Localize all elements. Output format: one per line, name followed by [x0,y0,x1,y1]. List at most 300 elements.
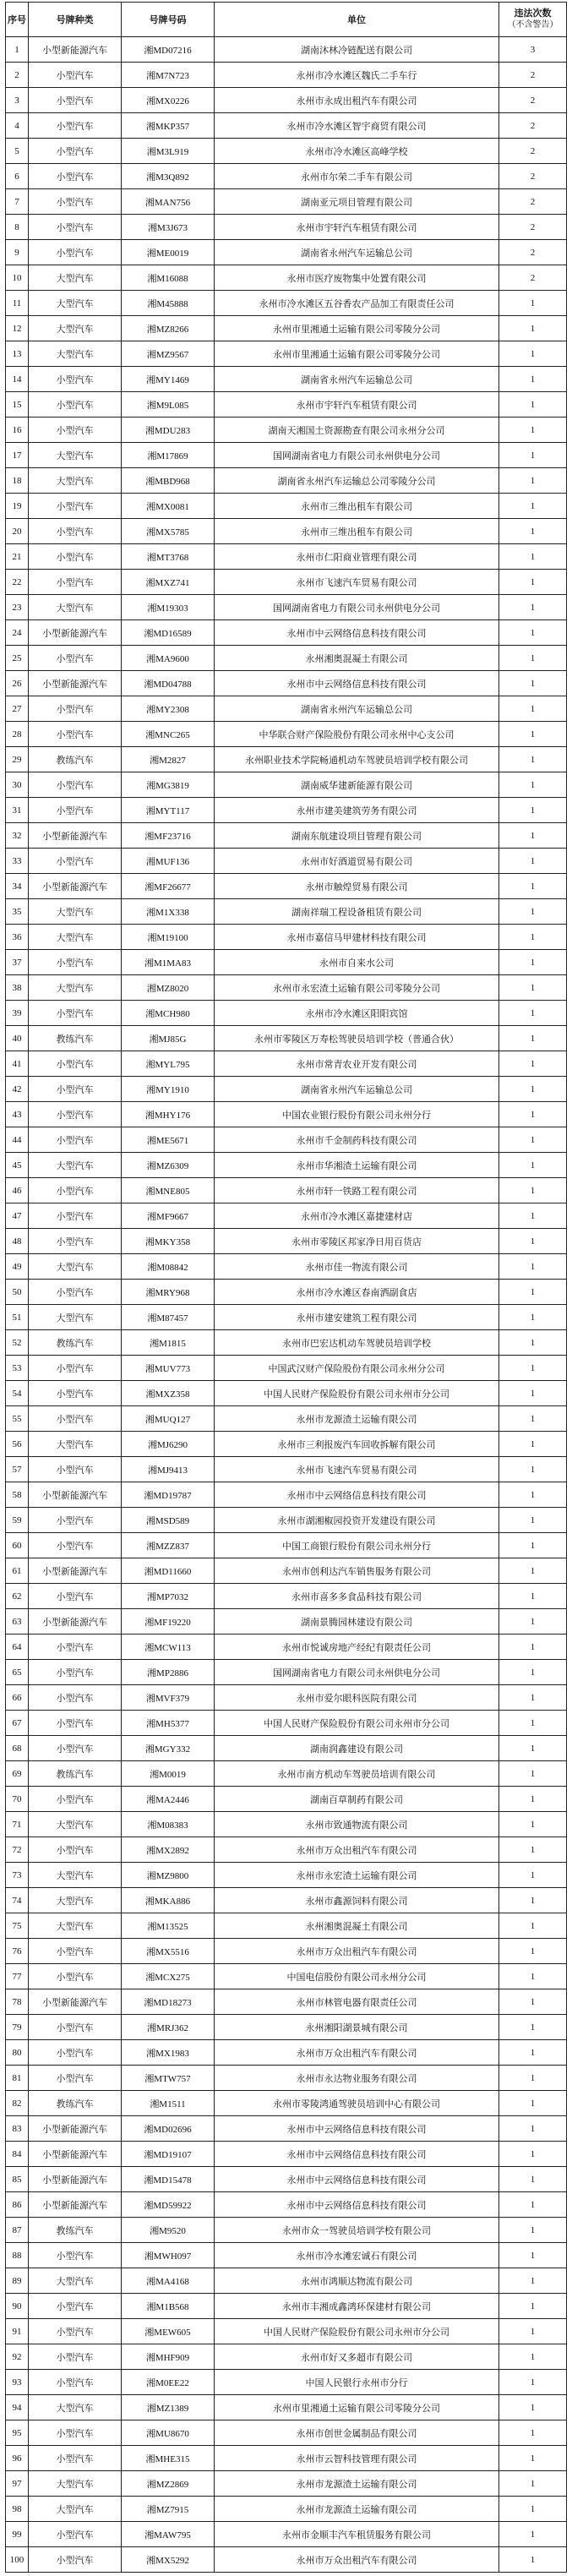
cell-plate-number: 湘MKP357 [122,113,215,139]
table-row [6,392,567,418]
cell-serial: 50 [6,1280,29,1305]
cell-plate-number: 湘MKY358 [122,1229,215,1254]
cell-plate-type: 大型汽车 [29,1153,122,1178]
cell-serial: 14 [6,367,29,392]
table-row [6,1939,567,1964]
cell-violation-count: 1 [499,1888,567,1913]
cell-plate-type: 小型汽车 [29,215,122,240]
cell-violation-count: 1 [499,1964,567,1989]
cell-unit: 永州市三维出租车有限公司 [215,494,499,519]
cell-plate-type: 大型汽车 [29,925,122,950]
cell-plate-type: 小型汽车 [29,1964,122,1989]
cell-plate-number: 湘ME0019 [122,240,215,265]
cell-plate-number: 湘MY1910 [122,1077,215,1102]
cell-unit: 湖南省永州汽车运输总公司零陵分公司 [215,468,499,494]
cell-plate-number: 湘M19100 [122,925,215,950]
table-row [6,1888,567,1913]
cell-serial: 45 [6,1153,29,1178]
cell-serial: 91 [6,2319,29,2344]
cell-plate-number: 湘MX5516 [122,1939,215,1964]
table-row [6,975,567,1001]
cell-plate-number: 湘M3J673 [122,215,215,240]
cell-plate-number: 湘MSD589 [122,1508,215,1533]
cell-unit: 永州湘奥混凝土有限公司 [215,1913,499,1939]
cell-unit: 湖南润鑫建设有限公司 [215,1736,499,1761]
cell-serial: 95 [6,2420,29,2446]
cell-plate-type: 小型汽车 [29,1356,122,1381]
cell-serial: 10 [6,265,29,291]
cell-violation-count: 1 [499,1330,567,1356]
cell-plate-number: 湘MZ6309 [122,1153,215,1178]
cell-violation-count: 1 [499,1356,567,1381]
cell-unit: 永州市轩一铁路工程有限公司 [215,1178,499,1203]
cell-violation-count: 1 [499,696,567,722]
cell-unit: 中国电信股份有限公司永州分公司 [215,1964,499,1989]
cell-serial: 8 [6,215,29,240]
header-unit: 单位 [215,3,499,37]
cell-plate-type: 小型新能源汽车 [29,671,122,696]
cell-plate-number: 湘MU8670 [122,2420,215,2446]
header-row [6,3,567,37]
cell-plate-number: 湘MNC265 [122,722,215,747]
cell-plate-type: 教练汽车 [29,2218,122,2243]
cell-violation-count: 1 [499,1026,567,1051]
table-row [6,1153,567,1178]
cell-violation-count: 2 [499,215,567,240]
cell-plate-number: 湘MX5785 [122,519,215,544]
cell-unit: 永州市冷水滩区五谷香农产品加工有限责任公司 [215,291,499,316]
cell-plate-number: 湘M16088 [122,265,215,291]
cell-serial: 79 [6,2015,29,2040]
cell-serial: 71 [6,1812,29,1837]
table-row [6,874,567,899]
cell-serial: 74 [6,1888,29,1913]
cell-violation-count: 1 [499,2344,567,2370]
cell-unit: 永州市冷水滩区魏氏二手车行 [215,63,499,88]
cell-plate-number: 湘MA9600 [122,646,215,671]
table-row [6,1356,567,1381]
cell-plate-type: 小型汽车 [29,367,122,392]
cell-unit: 永州市湖湘椒园投资开发建设有限公司 [215,1508,499,1533]
cell-unit: 永州市里湘通土运输有限公司零陵分公司 [215,316,499,341]
cell-violation-count: 1 [499,1635,567,1660]
cell-violation-count: 1 [499,1685,567,1711]
cell-violation-count: 1 [499,874,567,899]
table-row [6,772,567,798]
cell-serial: 4 [6,113,29,139]
cell-plate-number: 湘MX0081 [122,494,215,519]
cell-plate-number: 湘MD02696 [122,2116,215,2142]
cell-serial: 15 [6,392,29,418]
cell-unit: 永州市永达物业服务有限公司 [215,2066,499,2091]
cell-plate-type: 小型汽车 [29,544,122,570]
cell-violation-count: 2 [499,164,567,189]
cell-unit: 中国工商银行股份有限公司永州分行 [215,1533,499,1558]
cell-unit: 中国人民财产保险股份有限公司永州市分公司 [215,1381,499,1406]
cell-violation-count: 1 [499,1584,567,1609]
cell-plate-type: 小型汽车 [29,2547,122,2573]
table-header [6,3,567,37]
cell-unit: 永州市仁阳商业管理有限公司 [215,544,499,570]
cell-unit: 永州市鑫源饲料有限公司 [215,1888,499,1913]
cell-serial: 55 [6,1406,29,1432]
cell-serial: 48 [6,1229,29,1254]
cell-plate-number: 湘M3L919 [122,139,215,164]
cell-serial: 35 [6,899,29,925]
cell-plate-type: 小型汽车 [29,1711,122,1736]
cell-plate-number: 湘MCW113 [122,1635,215,1660]
cell-unit: 永州市悦诚房地产经纪有限责任公司 [215,1635,499,1660]
header-plate-type: 号牌种类 [29,3,122,37]
cell-plate-number: 湘MRJ362 [122,2015,215,2040]
cell-unit: 永州市龙源渣土运输有限公司 [215,2471,499,2497]
cell-plate-number: 湘MD11660 [122,1558,215,1584]
table-row [6,1051,567,1077]
cell-unit: 永州市三维出租车有限公司 [215,519,499,544]
cell-plate-type: 小型汽车 [29,2066,122,2091]
cell-plate-number: 湘MBD968 [122,468,215,494]
cell-plate-number: 湘M08842 [122,1254,215,1280]
cell-plate-number: 湘MD59922 [122,2192,215,2218]
cell-plate-number: 湘MA2446 [122,1787,215,1812]
table-row [6,696,567,722]
cell-plate-type: 小型汽车 [29,2420,122,2446]
cell-plate-number: 湘MF9667 [122,1203,215,1229]
cell-unit: 永州市零陵鸿通驾驶员培训中心有限公司 [215,2091,499,2116]
cell-unit: 永州湘奥混凝土有限公司 [215,646,499,671]
cell-violation-count: 1 [499,1609,567,1635]
cell-plate-number: 湘MZ7915 [122,2497,215,2522]
cell-unit: 永州市三利报废汽车回收拆解有限公司 [215,1432,499,1457]
header-violation-count-note: （不含警告） [507,20,558,30]
cell-violation-count: 2 [499,265,567,291]
cell-violation-count: 1 [499,2522,567,2547]
cell-plate-type: 小型汽车 [29,2243,122,2268]
table-row [6,2243,567,2268]
cell-plate-number: 湘MZ2869 [122,2471,215,2497]
cell-serial: 9 [6,240,29,265]
cell-violation-count: 1 [499,2547,567,2573]
cell-plate-type: 小型汽车 [29,2319,122,2344]
cell-plate-type: 大型汽车 [29,595,122,620]
cell-violation-count: 1 [499,1178,567,1203]
cell-serial: 83 [6,2116,29,2142]
cell-serial: 51 [6,1305,29,1330]
cell-serial: 99 [6,2522,29,2547]
cell-violation-count: 1 [499,1051,567,1077]
cell-unit: 永州市创利达汽车销售服务有限公司 [215,1558,499,1584]
cell-plate-type: 小型新能源汽车 [29,2167,122,2192]
table-row [6,2370,567,2395]
table-row [6,1432,567,1457]
table-row [6,2015,567,2040]
cell-violation-count: 1 [499,2471,567,2497]
cell-violation-count: 1 [499,849,567,874]
cell-violation-count: 1 [499,494,567,519]
cell-serial: 77 [6,1964,29,1989]
cell-plate-number: 湘M45888 [122,291,215,316]
cell-violation-count: 1 [499,2091,567,2116]
table-row [6,798,567,823]
table-row [6,722,567,747]
header-plate-number: 号牌号码 [122,3,215,37]
cell-plate-type: 小型汽车 [29,849,122,874]
cell-plate-number: 湘M0EE22 [122,2370,215,2395]
cell-serial: 21 [6,544,29,570]
cell-plate-type: 小型汽车 [29,88,122,113]
cell-unit: 永州市致通物流有限公司 [215,1812,499,1837]
table-row [6,925,567,950]
cell-violation-count: 1 [499,1508,567,1533]
cell-unit: 永州市常青农业开发有限公司 [215,1051,499,1077]
table-row [6,1913,567,1939]
table-row [6,37,567,63]
cell-unit: 永州市建美建筑劳务有限公司 [215,798,499,823]
cell-serial: 61 [6,1558,29,1584]
table-row [6,443,567,468]
cell-plate-number: 湘MHY176 [122,1102,215,1127]
cell-plate-type: 小型汽车 [29,1102,122,1127]
cell-serial: 30 [6,772,29,798]
cell-plate-type: 小型汽车 [29,1584,122,1609]
cell-plate-number: 湘MX2892 [122,1837,215,1863]
cell-plate-type: 小型新能源汽车 [29,620,122,646]
cell-plate-number: 湘MVF379 [122,1685,215,1711]
cell-serial: 3 [6,88,29,113]
cell-serial: 28 [6,722,29,747]
cell-plate-type: 小型汽车 [29,570,122,595]
cell-violation-count: 1 [499,2446,567,2471]
cell-violation-count: 1 [499,1457,567,1482]
cell-unit: 永州市喜多多食品科技有限公司 [215,1584,499,1609]
cell-serial: 92 [6,2344,29,2370]
violation-table-page [5,2,566,2573]
cell-unit: 湖南百草制药有限公司 [215,1787,499,1812]
table-row [6,1203,567,1229]
table-row [6,1381,567,1406]
cell-plate-number: 湘MUQ127 [122,1406,215,1432]
cell-violation-count: 1 [499,1533,567,1558]
cell-violation-count: 1 [499,2192,567,2218]
table-row [6,1660,567,1685]
table-row [6,63,567,88]
table-row [6,519,567,544]
table-row [6,1989,567,2015]
cell-serial: 41 [6,1051,29,1077]
cell-plate-number: 湘MXZ358 [122,1381,215,1406]
cell-plate-type: 大型汽车 [29,1863,122,1888]
cell-unit: 永州市冷水滩区嘉捷建材店 [215,1203,499,1229]
cell-plate-number: 湘M7N723 [122,63,215,88]
table-row [6,1533,567,1558]
cell-plate-type: 大型汽车 [29,899,122,925]
cell-serial: 87 [6,2218,29,2243]
cell-plate-type: 大型汽车 [29,1254,122,1280]
cell-violation-count: 2 [499,88,567,113]
cell-serial: 33 [6,849,29,874]
cell-serial: 49 [6,1254,29,1280]
cell-serial: 89 [6,2268,29,2294]
cell-serial: 52 [6,1330,29,1356]
cell-plate-type: 小型汽车 [29,1280,122,1305]
cell-plate-number: 湘MD19787 [122,1482,215,1508]
table-row [6,950,567,975]
cell-plate-number: 湘M1MA83 [122,950,215,975]
table-row [6,1964,567,1989]
cell-plate-number: 湘MZ9567 [122,341,215,367]
cell-violation-count: 1 [499,2167,567,2192]
cell-unit: 永州市华湘渣土运输有限公司 [215,1153,499,1178]
table-row [6,849,567,874]
cell-plate-number: 湘MZ8020 [122,975,215,1001]
cell-serial: 47 [6,1203,29,1229]
cell-violation-count: 1 [499,1482,567,1508]
cell-serial: 31 [6,798,29,823]
cell-serial: 38 [6,975,29,1001]
cell-plate-number: 湘MX1983 [122,2040,215,2066]
cell-plate-number: 湘MP7032 [122,1584,215,1609]
cell-plate-number: 湘MCH980 [122,1001,215,1026]
cell-plate-number: 湘MD07216 [122,37,215,63]
cell-serial: 25 [6,646,29,671]
cell-plate-type: 小型汽车 [29,1229,122,1254]
cell-serial: 42 [6,1077,29,1102]
table-row [6,2066,567,2091]
cell-unit: 湖南亚元项目管理有限公司 [215,189,499,215]
cell-serial: 13 [6,341,29,367]
cell-violation-count: 1 [499,1837,567,1863]
cell-serial: 2 [6,63,29,88]
cell-unit: 国网湖南省电力有限公司永州供电分公司 [215,595,499,620]
cell-serial: 72 [6,1837,29,1863]
cell-plate-type: 大型汽车 [29,291,122,316]
cell-serial: 6 [6,164,29,189]
cell-plate-number: 湘M1511 [122,2091,215,2116]
table-body [6,37,567,2573]
table-row [6,164,567,189]
cell-unit: 永州市宇轩汽车租赁有限公司 [215,392,499,418]
cell-unit: 永州市爱尔眼科医院有限公司 [215,1685,499,1711]
cell-unit: 永州市巴宏达机动车驾驶员培训学校 [215,1330,499,1356]
violation-table [5,2,567,2573]
table-row [6,1102,567,1127]
cell-serial: 20 [6,519,29,544]
table-row [6,367,567,392]
cell-plate-number: 湘MD04788 [122,671,215,696]
cell-unit: 永州湘阳湖景城有限公司 [215,2015,499,2040]
table-row [6,2268,567,2294]
cell-serial: 90 [6,2294,29,2319]
cell-unit: 永州市万众出租汽车有限公司 [215,1837,499,1863]
cell-unit: 永州市万众出租汽车有限公司 [215,2547,499,2573]
cell-plate-type: 小型汽车 [29,113,122,139]
cell-plate-number: 湘MT3768 [122,544,215,570]
cell-violation-count: 1 [499,443,567,468]
cell-serial: 86 [6,2192,29,2218]
cell-plate-type: 小型汽车 [29,1381,122,1406]
cell-plate-type: 小型汽车 [29,164,122,189]
cell-serial: 32 [6,823,29,849]
cell-serial: 59 [6,1508,29,1533]
cell-plate-type: 大型汽车 [29,316,122,341]
cell-violation-count: 1 [499,1558,567,1584]
table-row [6,2395,567,2420]
cell-plate-type: 大型汽车 [29,341,122,367]
table-row [6,139,567,164]
table-row [6,1330,567,1356]
cell-serial: 66 [6,1685,29,1711]
cell-serial: 58 [6,1482,29,1508]
cell-plate-type: 大型汽车 [29,975,122,1001]
cell-violation-count: 1 [499,2066,567,2091]
table-row [6,671,567,696]
cell-unit: 永州市冷水滩宏诚石有限公司 [215,2243,499,2268]
cell-plate-type: 小型新能源汽车 [29,2142,122,2167]
table-row [6,2294,567,2319]
cell-unit: 湖南省永州汽车运输总公司 [215,1077,499,1102]
table-row [6,2218,567,2243]
cell-serial: 64 [6,1635,29,1660]
cell-plate-type: 小型汽车 [29,1660,122,1685]
cell-plate-type: 小型汽车 [29,1051,122,1077]
cell-unit: 永州市云智科技管理有限公司 [215,2446,499,2471]
cell-violation-count: 1 [499,1102,567,1127]
cell-unit: 永州职业技术学院畅通机动车驾驶员培训学校有限公司 [215,747,499,772]
cell-plate-type: 小型汽车 [29,646,122,671]
cell-unit: 国网湖南省电力有限公司永州供电分公司 [215,443,499,468]
cell-unit: 永州市中云网络信息科技有限公司 [215,671,499,696]
cell-plate-type: 教练汽车 [29,1761,122,1787]
cell-unit: 永州市中云网络信息科技有限公司 [215,2192,499,2218]
cell-violation-count: 2 [499,240,567,265]
cell-unit: 永州市好又多超市有限公司 [215,2344,499,2370]
cell-plate-type: 小型汽车 [29,519,122,544]
cell-serial: 81 [6,2066,29,2091]
cell-violation-count: 1 [499,468,567,494]
cell-serial: 12 [6,316,29,341]
cell-violation-count: 1 [499,2395,567,2420]
cell-serial: 68 [6,1736,29,1761]
table-row [6,2446,567,2471]
cell-serial: 37 [6,950,29,975]
cell-plate-number: 湘MJ6290 [122,1432,215,1457]
cell-plate-number: 湘MYT117 [122,798,215,823]
table-row [6,1178,567,1203]
cell-violation-count: 1 [499,722,567,747]
cell-serial: 29 [6,747,29,772]
cell-plate-type: 小型汽车 [29,1508,122,1533]
cell-plate-number: 湘MRY968 [122,1280,215,1305]
cell-unit: 永州市千金制药科技有限公司 [215,1127,499,1153]
table-row [6,113,567,139]
cell-plate-number: 湘M1815 [122,1330,215,1356]
cell-serial: 98 [6,2497,29,2522]
cell-plate-type: 大型汽车 [29,1812,122,1837]
cell-serial: 7 [6,189,29,215]
cell-violation-count: 1 [499,2116,567,2142]
table-row [6,1406,567,1432]
cell-violation-count: 2 [499,63,567,88]
cell-unit: 国网湖南省电力有限公司永州供电分公司 [215,1660,499,1685]
cell-serial: 78 [6,1989,29,2015]
table-row [6,595,567,620]
table-row [6,1609,567,1635]
cell-unit: 中国农业银行股份有限公司永州分行 [215,1102,499,1127]
cell-plate-number: 湘MTW757 [122,2066,215,2091]
cell-plate-number: 湘MA4168 [122,2268,215,2294]
cell-plate-number: 湘MWH097 [122,2243,215,2268]
cell-unit: 湖南威华建新能源有限公司 [215,772,499,798]
